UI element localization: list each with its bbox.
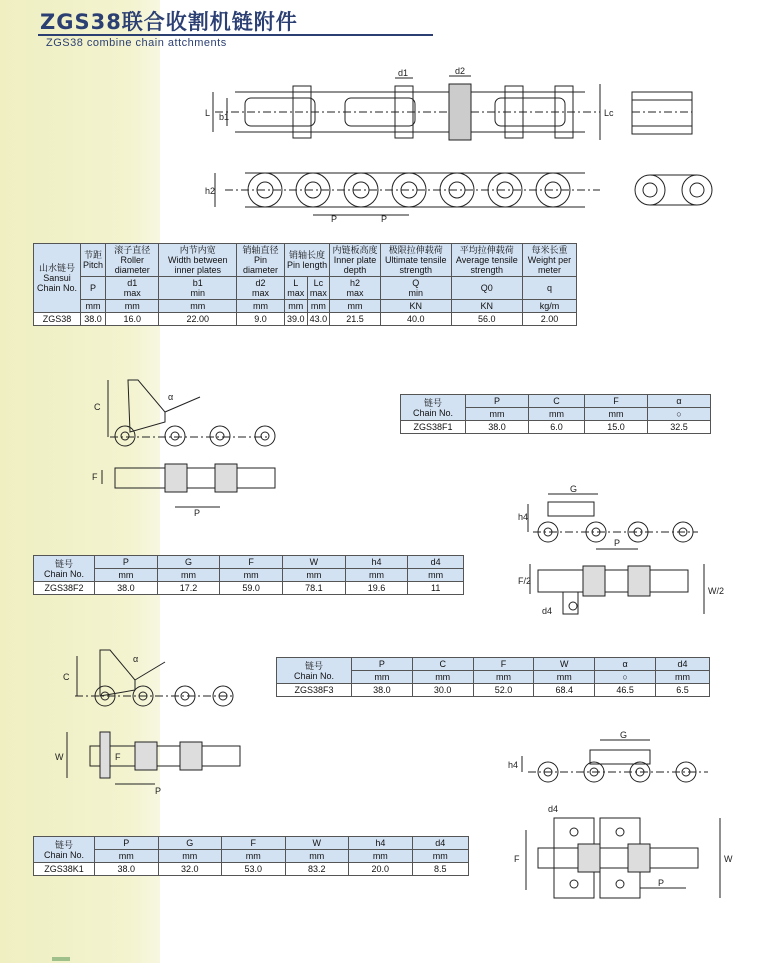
cell: 22.00 [159, 313, 237, 326]
f3-col: C [412, 658, 473, 671]
hdr-sym-p: P [81, 277, 106, 300]
cell: 38.0 [95, 582, 158, 595]
unit-p: mm [81, 300, 106, 313]
hdr-sym-L: L [293, 278, 299, 288]
hdr-sym-d1: d1 [127, 278, 138, 288]
k1-unit: mm [222, 850, 286, 863]
f3-unit: ○ [595, 671, 656, 684]
table-row [34, 863, 469, 876]
hdr-sym-d2: d2 [255, 278, 266, 288]
f1-unit: mm [466, 408, 529, 421]
label-p1: P [331, 214, 338, 224]
hdr-pin-len-zh: 销轴长度 [289, 250, 326, 260]
hdr-pin-len-en: Pin length [287, 260, 328, 270]
cell: 19.6 [345, 582, 408, 595]
hdr-max-d2: max [252, 288, 270, 298]
hdr-roller-zh: 滚子直径 [114, 245, 151, 255]
hdr-max-b1: min [190, 288, 205, 298]
table-row [34, 582, 464, 595]
title-underline [38, 34, 433, 36]
cell: ZGS38F2 [34, 582, 95, 595]
label-Lc: Lc [604, 108, 614, 118]
f3-attachment-drawing [55, 644, 255, 794]
cell: 32.5 [647, 421, 710, 434]
k1-attachment-drawing [508, 730, 738, 920]
cell: 38.0 [466, 421, 529, 434]
cell: 46.5 [595, 684, 656, 697]
cell: 32.0 [158, 863, 222, 876]
f3-col: α [595, 658, 656, 671]
cell: 52.0 [473, 684, 534, 697]
f2-unit: mm [283, 569, 346, 582]
hdr-weight-en: Weight per meter [527, 255, 572, 275]
k1-spec-table [33, 836, 469, 876]
unit-h2: mm [330, 300, 381, 313]
unit-d1: mm [106, 300, 159, 313]
hdr-sym-b1: b1 [192, 278, 203, 288]
k1-unit: mm [412, 850, 468, 863]
label-P: P [614, 538, 621, 548]
hdr-width-en: Width between inner plates [167, 255, 228, 275]
f1-unit: mm [584, 408, 647, 421]
f2-unit: mm [345, 569, 408, 582]
f3-chain-zh: 链号 [304, 660, 323, 671]
cell: 56.0 [451, 313, 522, 326]
cell: 15.0 [584, 421, 647, 434]
label-G: G [620, 730, 628, 740]
cell: 11 [408, 582, 464, 595]
k1-col: W [285, 837, 349, 850]
label-P: P [155, 786, 162, 796]
label-W: W [55, 752, 64, 762]
cell: ZGS38K1 [34, 863, 95, 876]
f2-col: W [283, 556, 346, 569]
k1-unit: mm [349, 850, 413, 863]
hdr-pitch-en: Pitch [83, 260, 104, 270]
f2-chain-en: Chain No. [43, 568, 85, 579]
f3-unit: mm [655, 671, 709, 684]
label-h4: h4 [508, 760, 519, 770]
unit-L: mm [285, 300, 308, 313]
k1-chain-en: Chain No. [43, 849, 85, 860]
cell: 16.0 [106, 313, 159, 326]
hdr-pin-d-en: Pin diameter [243, 255, 279, 275]
cell: 40.0 [380, 313, 451, 326]
f3-unit: mm [473, 671, 534, 684]
f1-col: α [647, 395, 710, 408]
f3-col: d4 [655, 658, 709, 671]
f2-unit: mm [157, 569, 220, 582]
f2-chain-zh: 链号 [54, 558, 73, 569]
hdr-sym-Q0: Q0 [451, 277, 522, 300]
f3-col: W [534, 658, 595, 671]
label-d1: d1 [398, 68, 409, 78]
cell: ZGS38F3 [277, 684, 352, 697]
f2-col: P [95, 556, 158, 569]
f2-col: d4 [408, 556, 464, 569]
label-C: C [63, 672, 70, 682]
cell: 53.0 [222, 863, 286, 876]
label-alpha: α [133, 654, 139, 664]
f2-unit: mm [408, 569, 464, 582]
cell: ZGS38F1 [401, 421, 466, 434]
label-W: W [724, 854, 733, 864]
cell: 43.0 [307, 313, 330, 326]
label-d4: d4 [542, 606, 553, 616]
chain-assembly-drawing [205, 66, 765, 230]
k1-unit: mm [285, 850, 349, 863]
unit-q: kg/m [522, 300, 576, 313]
hdr-max-Lc: max [309, 288, 327, 298]
label-d4: d4 [548, 804, 559, 814]
cell: 38.0 [352, 684, 413, 697]
label-h2: h2 [205, 186, 216, 196]
unit-b1: mm [159, 300, 237, 313]
f1-col: P [466, 395, 529, 408]
hdr-pitch-zh: 节距 [84, 250, 103, 260]
cell: 6.0 [529, 421, 585, 434]
hdr-ult-en: Ultimate tensile strength [385, 255, 447, 275]
k1-col: d4 [412, 837, 468, 850]
hdr-pin-d-zh: 销轴直径 [242, 245, 279, 255]
cell: 78.1 [283, 582, 346, 595]
hdr-ult-zh: 极限拉伸载荷 [388, 245, 443, 255]
table-row [401, 421, 711, 434]
label-F: F [514, 854, 520, 864]
hdr-width-zh: 内节内宽 [179, 245, 216, 255]
f3-unit: mm [352, 671, 413, 684]
k1-unit: mm [158, 850, 222, 863]
unit-Q0: KN [451, 300, 522, 313]
f2-col: G [157, 556, 220, 569]
hdr-avg-zh: 平均拉伸载荷 [459, 245, 514, 255]
label-d2: d2 [455, 66, 466, 76]
f1-chain-zh: 链号 [423, 397, 442, 408]
f1-attachment-drawing [90, 372, 290, 522]
label-F2: F/2 [518, 576, 532, 586]
f3-chain-en: Chain No. [293, 670, 335, 681]
f2-unit: mm [220, 569, 283, 582]
unit-d2: mm [237, 300, 285, 313]
label-W2: W/2 [708, 586, 725, 596]
hdr-roller-en: Roller diameter [114, 255, 150, 275]
hdr-max-d1: max [123, 288, 141, 298]
cell: 38.0 [95, 863, 159, 876]
table-row [277, 684, 710, 697]
f2-col: F [220, 556, 283, 569]
main-spec-table [33, 243, 577, 326]
label-P: P [658, 878, 665, 888]
f2-spec-table [33, 555, 464, 595]
cell: 68.4 [534, 684, 595, 697]
f1-chain-en: Chain No. [412, 407, 454, 418]
hdr-max-h2: max [346, 288, 364, 298]
f1-col: F [584, 395, 647, 408]
hdr-chain-en: Sansui Chain No. [36, 273, 78, 293]
hdr-sym-h2: h2 [349, 278, 360, 288]
cell: 20.0 [349, 863, 413, 876]
f3-unit: mm [534, 671, 595, 684]
k1-col: G [158, 837, 222, 850]
cell: 9.0 [237, 313, 285, 326]
label-F: F [92, 472, 98, 482]
cell: 83.2 [285, 863, 349, 876]
f3-col: P [352, 658, 413, 671]
hdr-avg-en: Average tensile strength [455, 255, 518, 275]
k1-col: F [222, 837, 286, 850]
f3-unit: mm [412, 671, 473, 684]
cell: 59.0 [220, 582, 283, 595]
unit-Lc: mm [307, 300, 330, 313]
footer-mark [52, 957, 70, 961]
cell: 38.0 [81, 313, 106, 326]
cell: 8.5 [412, 863, 468, 876]
label-p2: P [381, 214, 388, 224]
hdr-max-Q: min [408, 288, 424, 298]
k1-chain-zh: 链号 [54, 839, 73, 850]
k1-col: P [95, 837, 159, 850]
label-C: C [94, 402, 101, 412]
hdr-max-L: max [287, 288, 305, 298]
label-alpha: α [168, 392, 174, 402]
f1-spec-table [400, 394, 711, 434]
page-title: ZGS38联合收割机链附件 [40, 10, 298, 34]
label-P: P [194, 508, 201, 518]
label-h4: h4 [518, 512, 529, 522]
cell: 2.00 [522, 313, 576, 326]
k1-col: h4 [349, 837, 413, 850]
cell: 6.5 [655, 684, 709, 697]
hdr-sym-q: q [522, 277, 576, 300]
hdr-weight-zh: 每米长重 [531, 245, 568, 255]
table-row [34, 313, 577, 326]
cell: ZGS38 [34, 313, 81, 326]
label-G: G [570, 484, 578, 494]
hdr-sym-Lc: Lc [313, 278, 324, 288]
f3-col: F [473, 658, 534, 671]
f2-col: h4 [345, 556, 408, 569]
label-F: F [115, 752, 121, 762]
cell: 30.0 [412, 684, 473, 697]
unit-Q: KN [380, 300, 451, 313]
f1-unit: ○ [647, 408, 710, 421]
page-subtitle: ZGS38 combine chain attchments [46, 37, 227, 49]
label-b1: b1 [219, 112, 230, 122]
f3-spec-table [276, 657, 710, 697]
cell: 39.0 [285, 313, 308, 326]
label-L: L [205, 108, 211, 118]
f2-unit: mm [95, 569, 158, 582]
f1-unit: mm [529, 408, 585, 421]
cell: 21.5 [330, 313, 381, 326]
hdr-plate-en: Inner plate depth [333, 255, 377, 275]
hdr-sym-Q: Q [412, 278, 420, 288]
cell: 17.2 [157, 582, 220, 595]
f2-attachment-drawing [518, 484, 728, 624]
f1-col: C [529, 395, 585, 408]
hdr-chain-zh: 山水链号 [38, 263, 75, 273]
hdr-plate-zh: 内链板高度 [332, 245, 378, 255]
k1-unit: mm [95, 850, 159, 863]
